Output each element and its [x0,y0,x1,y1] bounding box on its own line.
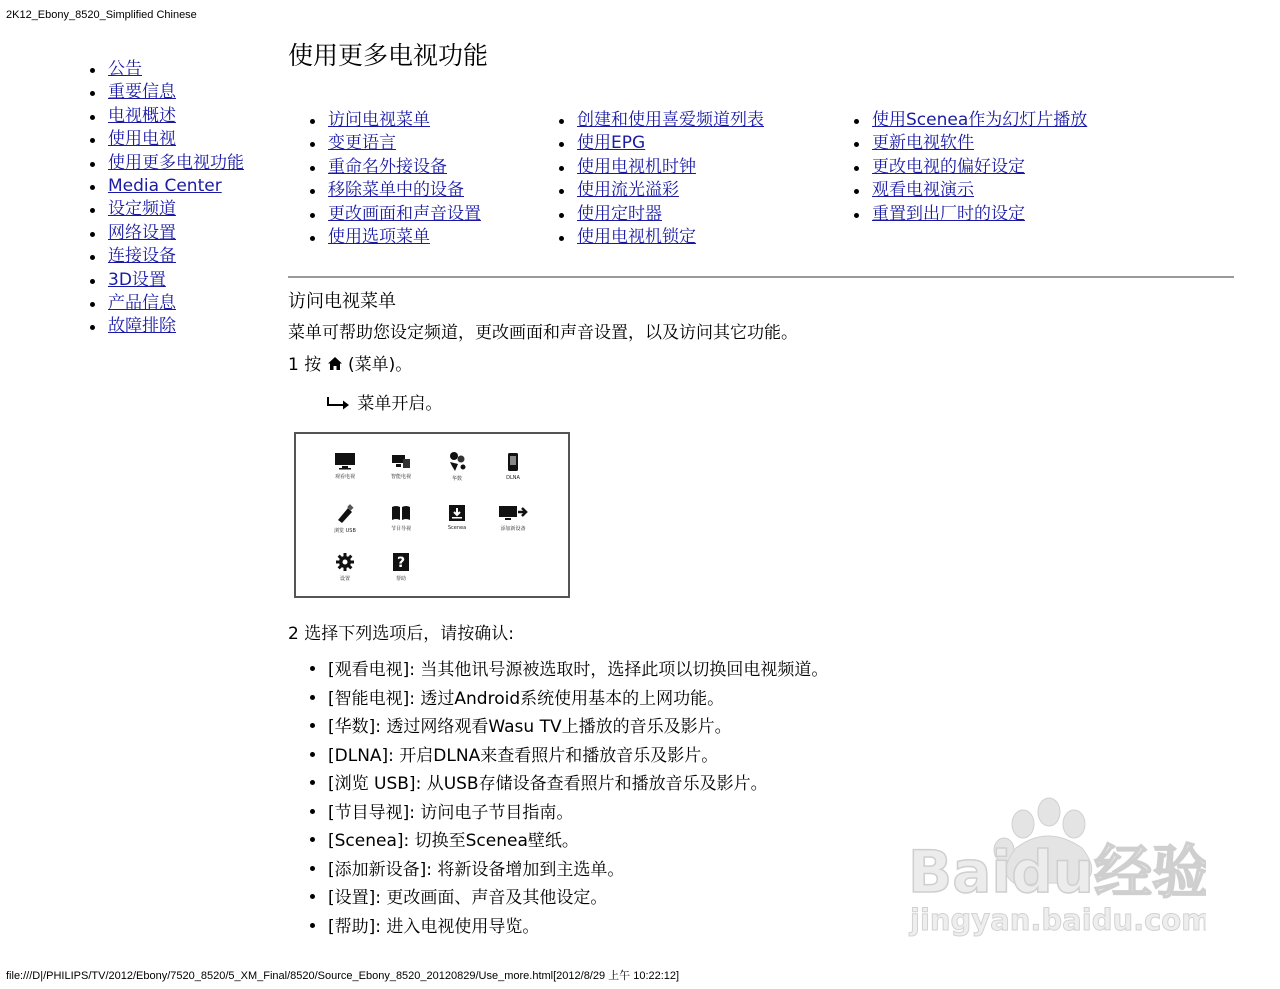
toc-link[interactable]: 移除菜单中的设备 [328,180,464,201]
step-1-result-text: 菜单开启。 [357,394,443,414]
toc-link[interactable]: 使用Scenea作为幻灯片播放 [872,110,1088,130]
sidebar-item[interactable] [108,128,244,151]
toc-link[interactable]: 使用EPG [577,133,646,154]
gear-icon [335,552,355,572]
watermark-url: jingyan.baidu.com [910,903,1206,937]
sidebar-item[interactable] [108,198,244,221]
toc-item[interactable] [328,132,481,155]
sidebar-item[interactable] [108,105,244,128]
sidebar-item[interactable] [108,245,244,268]
toc-link[interactable]: 重置到出厂时的设定 [872,203,1025,224]
section-intro: 菜单可帮助您设定频道，更改画面和声音设置，以及访问其它功能。 [288,323,798,343]
toc-column-3 [872,109,1087,226]
sidebar-link[interactable]: 网络设置 [108,222,176,243]
baidu-paw-logo [906,790,1206,940]
toc-item[interactable] [328,226,481,249]
menu-item-label: 浏览 USB [334,528,356,534]
sidebar-item[interactable] [108,269,244,292]
menu-item-label: 智能电视 [390,474,411,480]
toc-link[interactable]: 重命名外接设备 [328,156,447,177]
menu-item-label: DLNA [506,475,520,481]
toc-item[interactable] [328,109,481,132]
menu-item-add-device [485,504,541,532]
toc-link[interactable]: 使用定时器 [577,203,662,224]
toc-link[interactable]: 变更语言 [328,133,396,154]
toc-link[interactable]: 使用选项菜单 [328,227,430,248]
section-title: 访问电视菜单 [288,291,396,312]
menu-item-label: 添加新设备 [500,526,526,532]
sidebar-link[interactable]: 3D设置 [108,269,166,290]
toc-column-2 [577,109,764,249]
menu-item-label: 华数 [451,476,462,482]
option-item: [DLNA]: 开启DLNA来查看照片和播放音乐及影片。 [328,742,828,771]
step-1-suffix: (菜单)。 [348,355,413,375]
step-1-prefix: 1 按 [288,355,322,375]
huashu-icon [446,450,468,472]
menu-item-label: 设置 [339,576,350,582]
menu-item-help [373,552,429,582]
sidebar-link[interactable]: 电视概述 [108,105,176,126]
section-divider [288,276,1234,278]
menu-item-settings [317,552,373,582]
toc-link[interactable]: 创建和使用喜爱频道列表 [577,110,764,130]
toc-item[interactable] [577,226,764,249]
toc-item[interactable] [872,109,1087,132]
toc-link[interactable]: 使用电视机锁定 [577,227,696,248]
sidebar-item[interactable] [108,175,244,198]
toc-item[interactable] [577,132,764,155]
sidebar-item[interactable] [108,81,244,104]
menu-item-program-guide [373,504,429,532]
toc-link[interactable]: 使用流光溢彩 [577,180,679,201]
toc-link[interactable]: 更新电视软件 [872,133,974,154]
toc-link[interactable]: 使用电视机时钟 [577,156,696,177]
option-item: [浏览 USB]: 从USB存储设备查看照片和播放音乐及影片。 [328,770,828,799]
option-item: [智能电视]: 透过Android系统使用基本的上网功能。 [328,685,828,714]
option-item: [帮助]: 进入电视使用导览。 [328,913,828,942]
sidebar-link[interactable]: 重要信息 [108,82,176,103]
result-arrow-icon [326,396,352,410]
menu-item-label: 帮助 [395,576,406,582]
sidebar-link[interactable]: 公告 [108,59,142,79]
option-item: [观看电视]: 当其他讯号源被选取时，选择此项以切换回电视频道。 [328,656,828,685]
menu-item-label: Scenea [447,525,467,531]
option-item: [节目导视]: 访问电子节目指南。 [328,799,828,828]
step-2: 2 选择下列选项后，请按确认: [288,624,514,644]
menu-item-label: 观看电视 [334,474,355,480]
toc-item[interactable] [328,179,481,202]
toc-item[interactable] [872,156,1087,179]
sidebar-item[interactable] [108,315,244,338]
toc-column-1 [328,109,481,249]
toc-item[interactable] [328,203,481,226]
option-item: [添加新设备]: 将新设备增加到主选单。 [328,856,828,885]
sidebar-link[interactable]: 产品信息 [108,293,176,314]
sidebar-link[interactable]: 连接设备 [108,246,176,267]
toc-item[interactable] [872,132,1087,155]
toc-link[interactable]: 观看电视演示 [872,180,974,201]
step-1 [288,350,412,375]
toc-link[interactable]: 更改画面和声音设置 [328,203,481,224]
toc-item[interactable] [577,179,764,202]
toc-item[interactable] [872,203,1087,226]
sidebar-item[interactable] [108,152,244,175]
menu-item-smart-tv [373,452,429,480]
sidebar-item[interactable] [108,58,244,81]
scenea-icon [448,504,466,522]
sidebar-link[interactable]: Media Center [108,176,222,197]
sidebar-link[interactable]: 设定频道 [108,199,176,220]
toc-link[interactable]: 更改电视的偏好设定 [872,156,1025,177]
sidebar-link[interactable]: 使用更多电视功能 [108,152,244,173]
page-title: 使用更多电视功能 [288,41,489,70]
page-footer: file:///D|/PHILIPS/TV/2012/Ebony/7520_8520/5_XM_Final/8520/Source_Ebony_8520_20120829/Use_more.html[2012/8/29 上午 10:22:12] [6,970,680,982]
sidebar-link[interactable]: 故障排除 [108,316,176,337]
toc-item[interactable] [872,179,1087,202]
page-header: 2K12_Ebony_8520_Simplified Chinese [6,9,197,21]
tv-home-menu-image [294,432,570,598]
sidebar-item[interactable] [108,222,244,245]
option-item: [华数]: 透过网络观看Wasu TV上播放的音乐及影片。 [328,713,828,742]
smart-tv-icon [390,452,412,470]
toc-item[interactable] [577,156,764,179]
usb-icon [334,504,356,524]
menu-item-huashu [429,450,485,482]
menu-item-label: 节目导视 [390,526,411,532]
watermark-brand: Baidu经验 [908,838,1206,906]
add-device-icon [498,504,528,522]
home-icon [327,356,343,371]
menu-item-watch-tv [317,452,373,480]
sidebar-nav [108,58,244,339]
svg-text:?: ? [396,555,406,571]
sidebar-item[interactable] [108,292,244,315]
toc-item[interactable] [577,109,764,132]
toc-item[interactable] [577,203,764,226]
tv-icon [334,452,356,470]
sidebar-link[interactable]: 使用电视 [108,129,176,150]
menu-item-browse-usb [317,504,373,534]
toc-item[interactable] [328,156,481,179]
baidu-watermark [906,790,1206,944]
dlna-icon [506,452,520,472]
option-list [328,656,828,941]
option-item: [Scenea]: 切换至Scenea壁纸。 [328,827,828,856]
help-icon [392,552,410,572]
option-item: [设置]: 更改画面、声音及其他设定。 [328,884,828,913]
step-1-result [326,389,442,414]
toc-link[interactable]: 访问电视菜单 [328,110,430,130]
menu-item-scenea [429,504,485,531]
menu-item-dlna [485,452,541,481]
guide-book-icon [390,504,412,522]
